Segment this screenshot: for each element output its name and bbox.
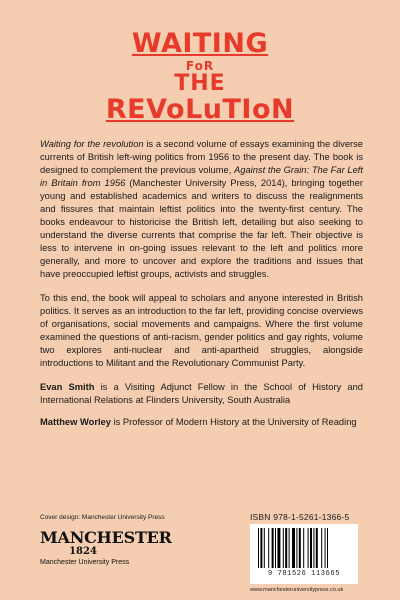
- title-line-1: WAITING: [131, 28, 269, 59]
- barcode-bar: [268, 528, 269, 568]
- publisher-year: 1824: [69, 546, 97, 557]
- book-title: [0, 30, 400, 123]
- barcode: [250, 524, 358, 584]
- barcode-bar: [258, 528, 259, 568]
- blurb-paragraph-2: To this end, the book will appeal to scholars and anyone interested in British politics. It serves as an introduction to the far left, providing concise overviews of organisations, social movements and campaigns. Where the first volume examined the questions of anti-racism, gender politics and gay rights, volume two explores anti-nuclear and anti-apartheid struggles, alongside introductions to Militant and the Revolutionary Communist Party.: [40, 293, 363, 368]
- publisher-name: MANCHESTER: [40, 528, 172, 547]
- barcode-bar: [308, 528, 309, 568]
- barcode-bar: [283, 528, 284, 568]
- barcode-bar: [325, 528, 326, 568]
- barcode-bars: [256, 528, 352, 570]
- barcode-bar: [321, 528, 322, 568]
- barcode-bar: [264, 528, 265, 568]
- barcode-bar: [313, 528, 314, 568]
- title-line-4: REVoLuTIoN: [105, 94, 295, 125]
- isbn-label: ISBN 978-1-5261-1366-5: [250, 512, 350, 522]
- barcode-bar: [292, 528, 295, 568]
- barcode-bar: [299, 528, 301, 568]
- previous-volume-title: Against the Grain: The Far Left in Britain from 1956: [40, 165, 363, 188]
- publisher-press: Manchester University Press: [40, 559, 130, 566]
- barcode-bar: [285, 528, 287, 568]
- book-title-italic: Waiting for the revolution: [40, 139, 144, 149]
- barcode-bar: [272, 528, 274, 568]
- barcode-bar: [310, 528, 312, 568]
- barcode-digits: 9 781526 113665: [267, 570, 340, 578]
- barcode-bar: [303, 528, 304, 568]
- editor-bio-1: Evan Smith is a Visiting Adjunct Fellow in the School of History and International Relations at Flinders University, South Australia: [40, 382, 363, 405]
- publisher-url: www.manchesteruniversitypress.co.uk: [250, 587, 344, 593]
- title-line-3: THE: [174, 71, 226, 96]
- editor-bio-2: Matthew Worley is Professor of Modern History at the University of Reading: [40, 417, 357, 427]
- barcode-bar: [296, 528, 297, 568]
- barcode-bar: [289, 528, 290, 568]
- barcode-bar: [277, 528, 280, 568]
- publisher-logo: [40, 528, 172, 566]
- cover-credit: Cover design: Manchester University Press: [40, 514, 165, 521]
- blurb-paragraph-1: Waiting for the revolution is a second volume of essays examining the diverse currents of British left-wing politics from 1956 to the present day. The book is designed to complement the previous volume, Against the Grain: The Far Left in Britain from 1956 (Manchester University Press, 2014), bringing together young and established academics and writers to discuss the realignments and fissures that maintain leftist politics into the twenty-first century. The books endeavour to historicise the British left, detailing but also seeking to understand the diverse currents that comprise the far left. Their objective is less to intervene in on-going issues relevant to the left and politics more generally, and more to uncover and explore the traditions and issues that have preoccupied leftist groups, activists and struggles.: [40, 139, 363, 279]
- title-line-2: FoR: [185, 59, 215, 73]
- barcode-bar: [260, 528, 262, 568]
- blurb: [40, 138, 363, 438]
- barcode-bar: [316, 528, 318, 568]
- barcode-bar: [275, 528, 276, 568]
- editor-name: Matthew Worley: [40, 417, 111, 427]
- barcode-bar: [327, 528, 328, 568]
- editor-name: Evan Smith: [40, 382, 95, 392]
